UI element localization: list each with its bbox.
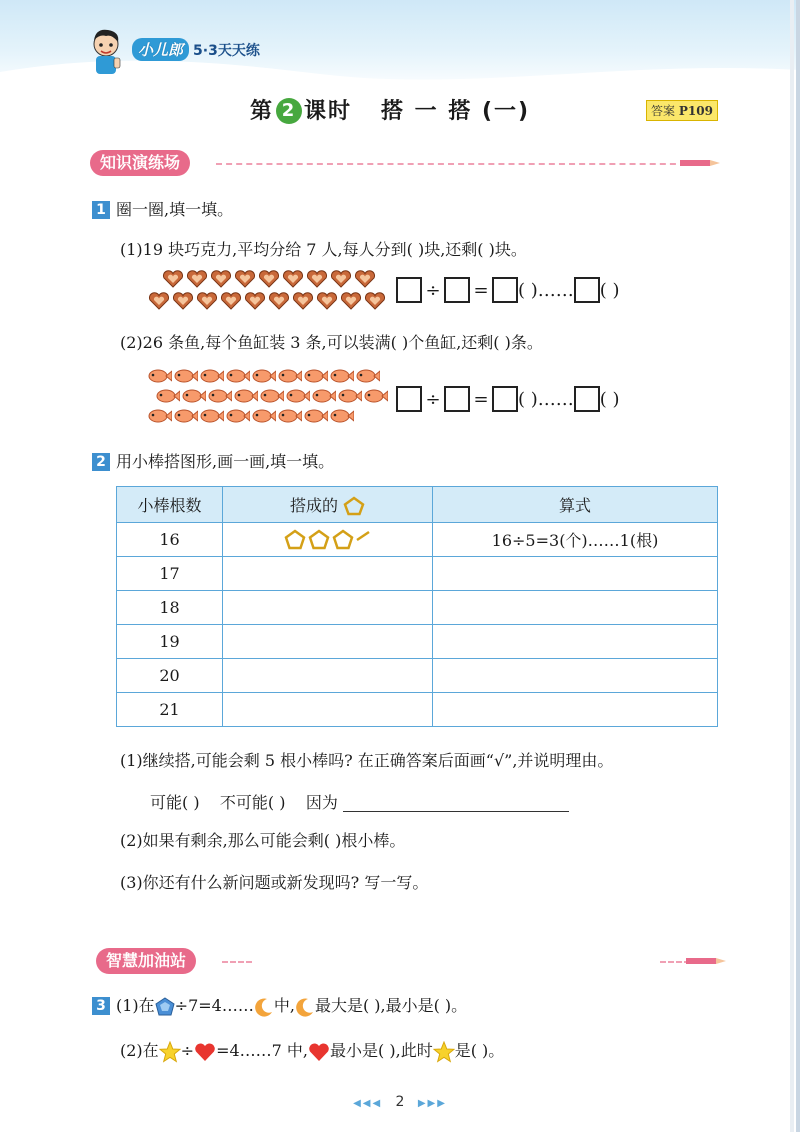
table-row [117, 625, 718, 659]
formula-cell[interactable]: 16÷5=3(个)……1(根) [433, 523, 718, 557]
shape-cell[interactable] [223, 659, 433, 693]
answer-box[interactable] [444, 277, 470, 303]
pentagon-icon [343, 496, 365, 516]
answer-box[interactable] [574, 386, 600, 412]
fish-group [148, 368, 388, 430]
q2-choices [150, 790, 569, 813]
q3-p2-d: 最小是( ),此时 [330, 1041, 433, 1060]
q1-number: 1 [92, 201, 110, 219]
series-name: 5·3天天练 [193, 43, 260, 59]
formula-cell[interactable] [433, 557, 718, 591]
fish-icon [174, 408, 198, 424]
equals-sign: = [473, 388, 489, 410]
q3-p1-c: 中, [273, 996, 295, 1015]
answer-box[interactable] [574, 277, 600, 303]
table-row [117, 693, 718, 727]
q1-text: 圈一圈,填一填。 [116, 200, 234, 219]
pentagon-shape [310, 531, 328, 548]
header-formula: 算式 [433, 487, 718, 523]
q2-sub2: (2)如果有剩余,那么可能会剩( )根小棒。 [120, 831, 406, 850]
answer-box[interactable] [396, 386, 422, 412]
fish-icon [234, 388, 258, 404]
answer-label: 答案 [651, 104, 676, 118]
chocolate-icon [172, 292, 194, 310]
formula-cell[interactable] [433, 591, 718, 625]
fish-icon [304, 408, 328, 424]
q3-p1-d: 最大是( ),最小是( )。 [314, 996, 468, 1015]
header-count: 小棒根数 [117, 487, 223, 523]
section-divider [216, 163, 686, 165]
fish-icon [252, 408, 276, 424]
remainder-paren: ( ) [599, 388, 620, 410]
chocolate-icon [282, 270, 304, 288]
divide-sign: ÷ [425, 388, 441, 410]
q3-p1-a: (1)在 [116, 996, 155, 1015]
next-arrows: ▶▶▶ [417, 1098, 447, 1109]
header-shape-label: 搭成的 [289, 495, 338, 515]
pencil-icon [686, 956, 726, 966]
page-title [250, 94, 530, 125]
section-divider [222, 961, 252, 963]
fish-icon [200, 368, 224, 384]
shape-cell[interactable] [223, 591, 433, 625]
formula-cell[interactable] [433, 625, 718, 659]
reason-blank[interactable] [343, 794, 569, 812]
fish-icon [364, 388, 388, 404]
leftover-stick [357, 532, 369, 540]
choice-possible[interactable]: 可能( ) [150, 793, 200, 812]
q2-sub3: (3)你还有什么新问题或新发现吗? 写一写。 [120, 873, 429, 892]
fish-icon [338, 388, 362, 404]
lesson-name: 搭 一 搭 (一) [381, 99, 531, 124]
table-row [117, 523, 718, 557]
shape-cell[interactable] [223, 557, 433, 591]
q1-equation-1 [396, 277, 620, 307]
choice-impossible[interactable]: 不可能( ) [219, 793, 286, 812]
shape-cell[interactable] [223, 625, 433, 659]
formula-cell[interactable] [433, 693, 718, 727]
fish-icon [200, 408, 224, 424]
stick-count-cell: 21 [117, 693, 223, 727]
quotient-paren: ( )…… [518, 279, 574, 301]
stick-count-cell: 20 [117, 659, 223, 693]
section-wisdom: 智慧加油站 [96, 948, 196, 974]
q3-p2-c: =4……7 中, [216, 1041, 309, 1060]
chocolate-icon [316, 292, 338, 310]
remainder-paren: ( ) [599, 279, 620, 301]
chocolate-icon [364, 292, 386, 310]
mascot-icon [86, 28, 126, 76]
fish-icon [330, 368, 354, 384]
answer-box[interactable] [492, 386, 518, 412]
fish-icon [330, 408, 354, 424]
q1-part1: (1)19 块巧克力,平均分给 7 人,每人分到( )块,还剩( )块。 [120, 240, 527, 259]
stick-count-cell: 16 [117, 523, 223, 557]
stick-count-cell: 17 [117, 557, 223, 591]
equals-sign: = [473, 279, 489, 301]
fish-icon [148, 368, 172, 384]
stick-table [116, 486, 718, 727]
fish-icon [226, 408, 250, 424]
q3-number: 3 [92, 997, 110, 1015]
chocolate-icon [244, 292, 266, 310]
fish-icon [286, 388, 310, 404]
page-edge-decoration [774, 0, 800, 1132]
shape-cell[interactable] [223, 523, 433, 557]
q2-text: 用小棒搭图形,画一画,填一填。 [116, 452, 335, 471]
section-practice: 知识演练场 [90, 150, 190, 176]
title-suffix: 课时 [304, 99, 353, 124]
answer-box[interactable] [492, 277, 518, 303]
chocolate-icon [292, 292, 314, 310]
chocolate-icon [268, 292, 290, 310]
gem-icon [155, 997, 175, 1017]
fish-icon [156, 388, 180, 404]
chocolate-icon [258, 270, 280, 288]
star-icon [433, 1041, 455, 1063]
q2-sub1: (1)继续搭,可能会剩 5 根小棒吗? 在正确答案后面画“√”,并说明理由。 [120, 751, 614, 770]
page-number: 2 [395, 1094, 405, 1110]
moon-icon [254, 997, 274, 1017]
answer-box[interactable] [444, 386, 470, 412]
heart-icon [308, 1042, 330, 1062]
pentagons-drawing [283, 528, 373, 552]
pentagon-shape [286, 531, 304, 548]
q3-p2-e: 是( )。 [454, 1041, 505, 1060]
stick-count-cell: 19 [117, 625, 223, 659]
chocolate-icon [234, 270, 256, 288]
chocolate-icon [148, 292, 170, 310]
star-icon [159, 1041, 181, 1063]
fish-icon [356, 368, 380, 384]
title-prefix: 第 [250, 99, 275, 124]
q1-part2: (2)26 条鱼,每个鱼缸装 3 条,可以装满( )个鱼缸,还剩( )条。 [120, 333, 543, 352]
chocolate-icon [354, 270, 376, 288]
chocolate-icon [186, 270, 208, 288]
q1-instruction [92, 197, 233, 220]
chocolate-icon [220, 292, 242, 310]
q3-p2-a: (2)在 [120, 1041, 159, 1060]
formula-cell[interactable] [433, 659, 718, 693]
shape-cell[interactable] [223, 693, 433, 727]
fish-icon [226, 368, 250, 384]
answer-box[interactable] [396, 277, 422, 303]
title-row [0, 94, 800, 130]
stick-count-cell: 18 [117, 591, 223, 625]
q2-number: 2 [92, 453, 110, 471]
q3-part2 [120, 1038, 504, 1063]
because-label: 因为 [305, 793, 338, 812]
q3-p2-b: ÷ [180, 1041, 195, 1060]
chocolate-group [148, 270, 388, 314]
q3-p1-b: ÷7=4…… [174, 996, 254, 1015]
fish-icon [252, 368, 276, 384]
chocolate-icon [162, 270, 184, 288]
chocolate-icon [340, 292, 362, 310]
pencil-icon [680, 158, 720, 168]
fish-icon [174, 368, 198, 384]
moon-icon [295, 997, 315, 1017]
fish-icon [208, 388, 232, 404]
table-row [117, 557, 718, 591]
pentagon-shape [334, 531, 352, 548]
q1-equation-2 [396, 386, 620, 416]
brand-name: 小儿郎 [132, 38, 189, 61]
fish-icon [278, 408, 302, 424]
table-row [117, 591, 718, 625]
answer-page: P109 [678, 104, 713, 118]
answer-tag [646, 100, 718, 121]
table-header-row [117, 487, 718, 523]
quotient-paren: ( )…… [518, 388, 574, 410]
page-footer [0, 1094, 800, 1110]
fish-icon [304, 368, 328, 384]
brand [132, 38, 260, 61]
fish-icon [260, 388, 284, 404]
table-row [117, 659, 718, 693]
fish-icon [182, 388, 206, 404]
fish-icon [148, 408, 172, 424]
chocolate-icon [210, 270, 232, 288]
chocolate-icon [330, 270, 352, 288]
prev-arrows: ◀◀◀ [353, 1098, 383, 1109]
fish-icon [312, 388, 336, 404]
lesson-number: 2 [276, 98, 302, 124]
header-shape [223, 487, 433, 523]
heart-icon [194, 1042, 216, 1062]
chocolate-icon [196, 292, 218, 310]
q2-instruction [92, 449, 334, 472]
q3-part1 [92, 993, 467, 1017]
fish-icon [278, 368, 302, 384]
chocolate-icon [306, 270, 328, 288]
divide-sign: ÷ [425, 279, 441, 301]
